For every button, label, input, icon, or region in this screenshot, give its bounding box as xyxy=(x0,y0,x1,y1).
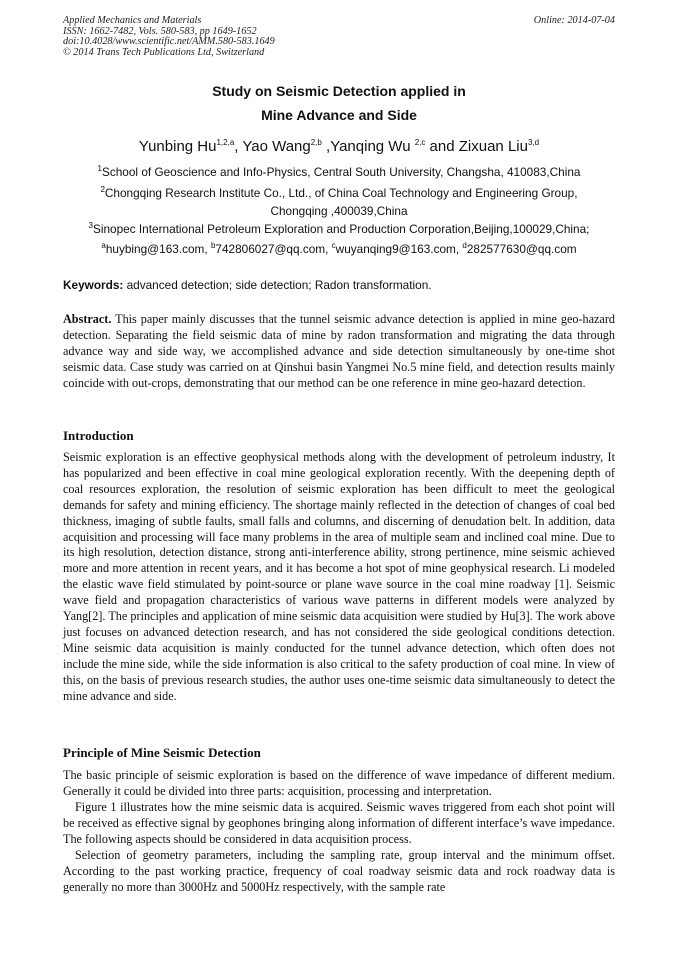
doi-line[interactable]: doi:10.4028/www.scientific.net/AMM.580-583.1649 xyxy=(63,36,275,48)
author-sup: 1,2,a xyxy=(216,138,235,147)
affiliation-2 xyxy=(63,184,615,220)
principle-paragraph-1: The basic principle of seismic exploration is based on the difference of wave impedance of different medium. Generally it could be divided into three parts: acquisition, processing and interpretation. xyxy=(63,768,615,798)
email-address[interactable]: 282577630@qq.com xyxy=(466,242,577,256)
email-sup: b xyxy=(210,241,216,251)
title-line-1: Study on Seismic Detection applied in xyxy=(212,83,466,99)
email-address[interactable]: huybing@163.com, xyxy=(105,242,211,256)
affiliation-sup: 1 xyxy=(97,164,102,174)
email-sup: d xyxy=(462,241,467,251)
principle-paragraph-3: Selection of geometry parameters, including the sampling rate, group interval and the minimum offset. According to the past working practice, frequency of coal roadway seismic data and rock roadway data is generally no more than 3000Hz and 5000Hz respectively, with the sample rate xyxy=(63,848,615,894)
affiliation-3 xyxy=(63,220,615,238)
author-sep: and xyxy=(425,138,459,155)
title-line-2: Mine Advance and Side xyxy=(261,107,417,123)
introduction-paragraph: Seismic exploration is an effective geophysical methods along with the development of petroleum industry, It has popularized and been effective in coal mine geological exploration recently. With the deepening depth of coal resources exploration, the resolution of seismic exploration has been difficult to meet the geological demands for safety and mining efficiency. The shortage mainly reflected in the detection of changes of coal bed thickness, imaging of subtle faults, small falls and columns, and discerning of denudation belt. In addition, data acquisition and processing will face many problems in the area of multiple seam and inclined coal mine. Due to its high resolution, detection distance, strong anti-interference ability, strong pertinence, mine seismic achieved more and more attention in recent years, and it has become a hot spot of mine geophysical research. Li modeled the elastic wave field stimulated by point-source or plane wave source in the coal mine roadway [1]. Seismic wave field and propagation characteristics of various wave patterns in different models were analyzed by Yang[2]. The principles and application of mine seismic data acquisition were studied by Hu[3]. The work above just focuses on advanced detection research, and has not considered the side geological conditions detection. Mine seismic data acquisition is mainly conducted for the tunnel advance detection, which often does not include the mine side, while the side information is also critical to the safety production of coal mine. In view of this, on the basis of previous research studies, the author uses one-time seismic data simultaneously to detect the mine advance and side. xyxy=(63,450,615,703)
issn-line: ISSN: 1662-7482, Vols. 580-583, pp 1649-1652 xyxy=(63,25,257,37)
email-list xyxy=(63,242,615,256)
author-list xyxy=(63,138,615,155)
journal-header xyxy=(63,16,615,58)
abstract xyxy=(63,312,615,392)
section-heading-principle: Principle of Mine Seismic Detection xyxy=(63,745,261,760)
author-name: Yunbing Hu xyxy=(138,138,217,155)
author-sup: 2,b xyxy=(310,138,322,147)
email-address[interactable]: 742806027@qq.com, xyxy=(215,242,332,256)
principle-paragraph-2: Figure 1 illustrates how the mine seismic data is acquired. Seismic waves triggered from each shot point will be received as effective signal by geophones bringing along information of different interface’s wave impedance. The following aspects should be considered in data acquisition process. xyxy=(63,800,615,846)
affiliation-text: Chongqing Research Institute Co., Ltd., of China Coal Technology and Engineering Group, xyxy=(104,186,578,200)
author-name: Zixuan Liu xyxy=(458,138,528,155)
affiliation-1 xyxy=(63,163,615,181)
affiliation-sup: 2 xyxy=(100,185,105,195)
copyright-line: © 2014 Trans Tech Publications Ltd, Switzerland xyxy=(63,46,265,58)
author-sup: 2,c xyxy=(414,138,426,147)
author-sup: 3,d xyxy=(527,138,540,147)
email-sup: c xyxy=(331,241,336,251)
keywords-text: advanced detection; side detection; Radon transformation. xyxy=(123,278,432,292)
keywords-label: Keywords: xyxy=(63,278,124,292)
author-sep: , xyxy=(321,138,331,155)
email-address[interactable]: wuyanqing9@163.com, xyxy=(335,242,463,256)
author-name: Yanqing Wu xyxy=(330,138,415,155)
affiliation-text: Sinopec International Petroleum Exploration and Production Corporation,Beijing,100029,China; xyxy=(93,222,590,236)
online-date: Online: 2014-07-04 xyxy=(533,15,615,26)
section-heading-introduction: Introduction xyxy=(63,428,134,443)
abstract-text: This paper mainly discusses that the tunnel seismic advance detection is applied in mine geo-hazard detection. Separating the field seismic data of mine by radon transformation and migrating the data through advance way and side way, we accomplished advance and side detection simultaneously by one-time shot seismic data. Case study was carried on at Qinshui basin Yangmei No.5 mine field, and detection results mainly coincide with out-crops, demonstrating that our method can be one reference in mine geo-hazard detection. xyxy=(63,312,615,390)
journal-name: Applied Mechanics and Materials xyxy=(63,15,202,26)
affiliation-sup: 3 xyxy=(88,221,93,231)
keywords xyxy=(63,278,615,292)
author-name: Yao Wang xyxy=(242,138,311,155)
abstract-label: Abstract. xyxy=(63,312,112,326)
author-sep: , xyxy=(234,138,243,155)
affiliation-text: School of Geoscience and Info-Physics, Central South University, Changsha, 410083,China xyxy=(101,165,581,179)
affiliation-text-cont: Chongqing ,400039,China xyxy=(270,204,408,218)
email-sup: a xyxy=(101,241,106,251)
